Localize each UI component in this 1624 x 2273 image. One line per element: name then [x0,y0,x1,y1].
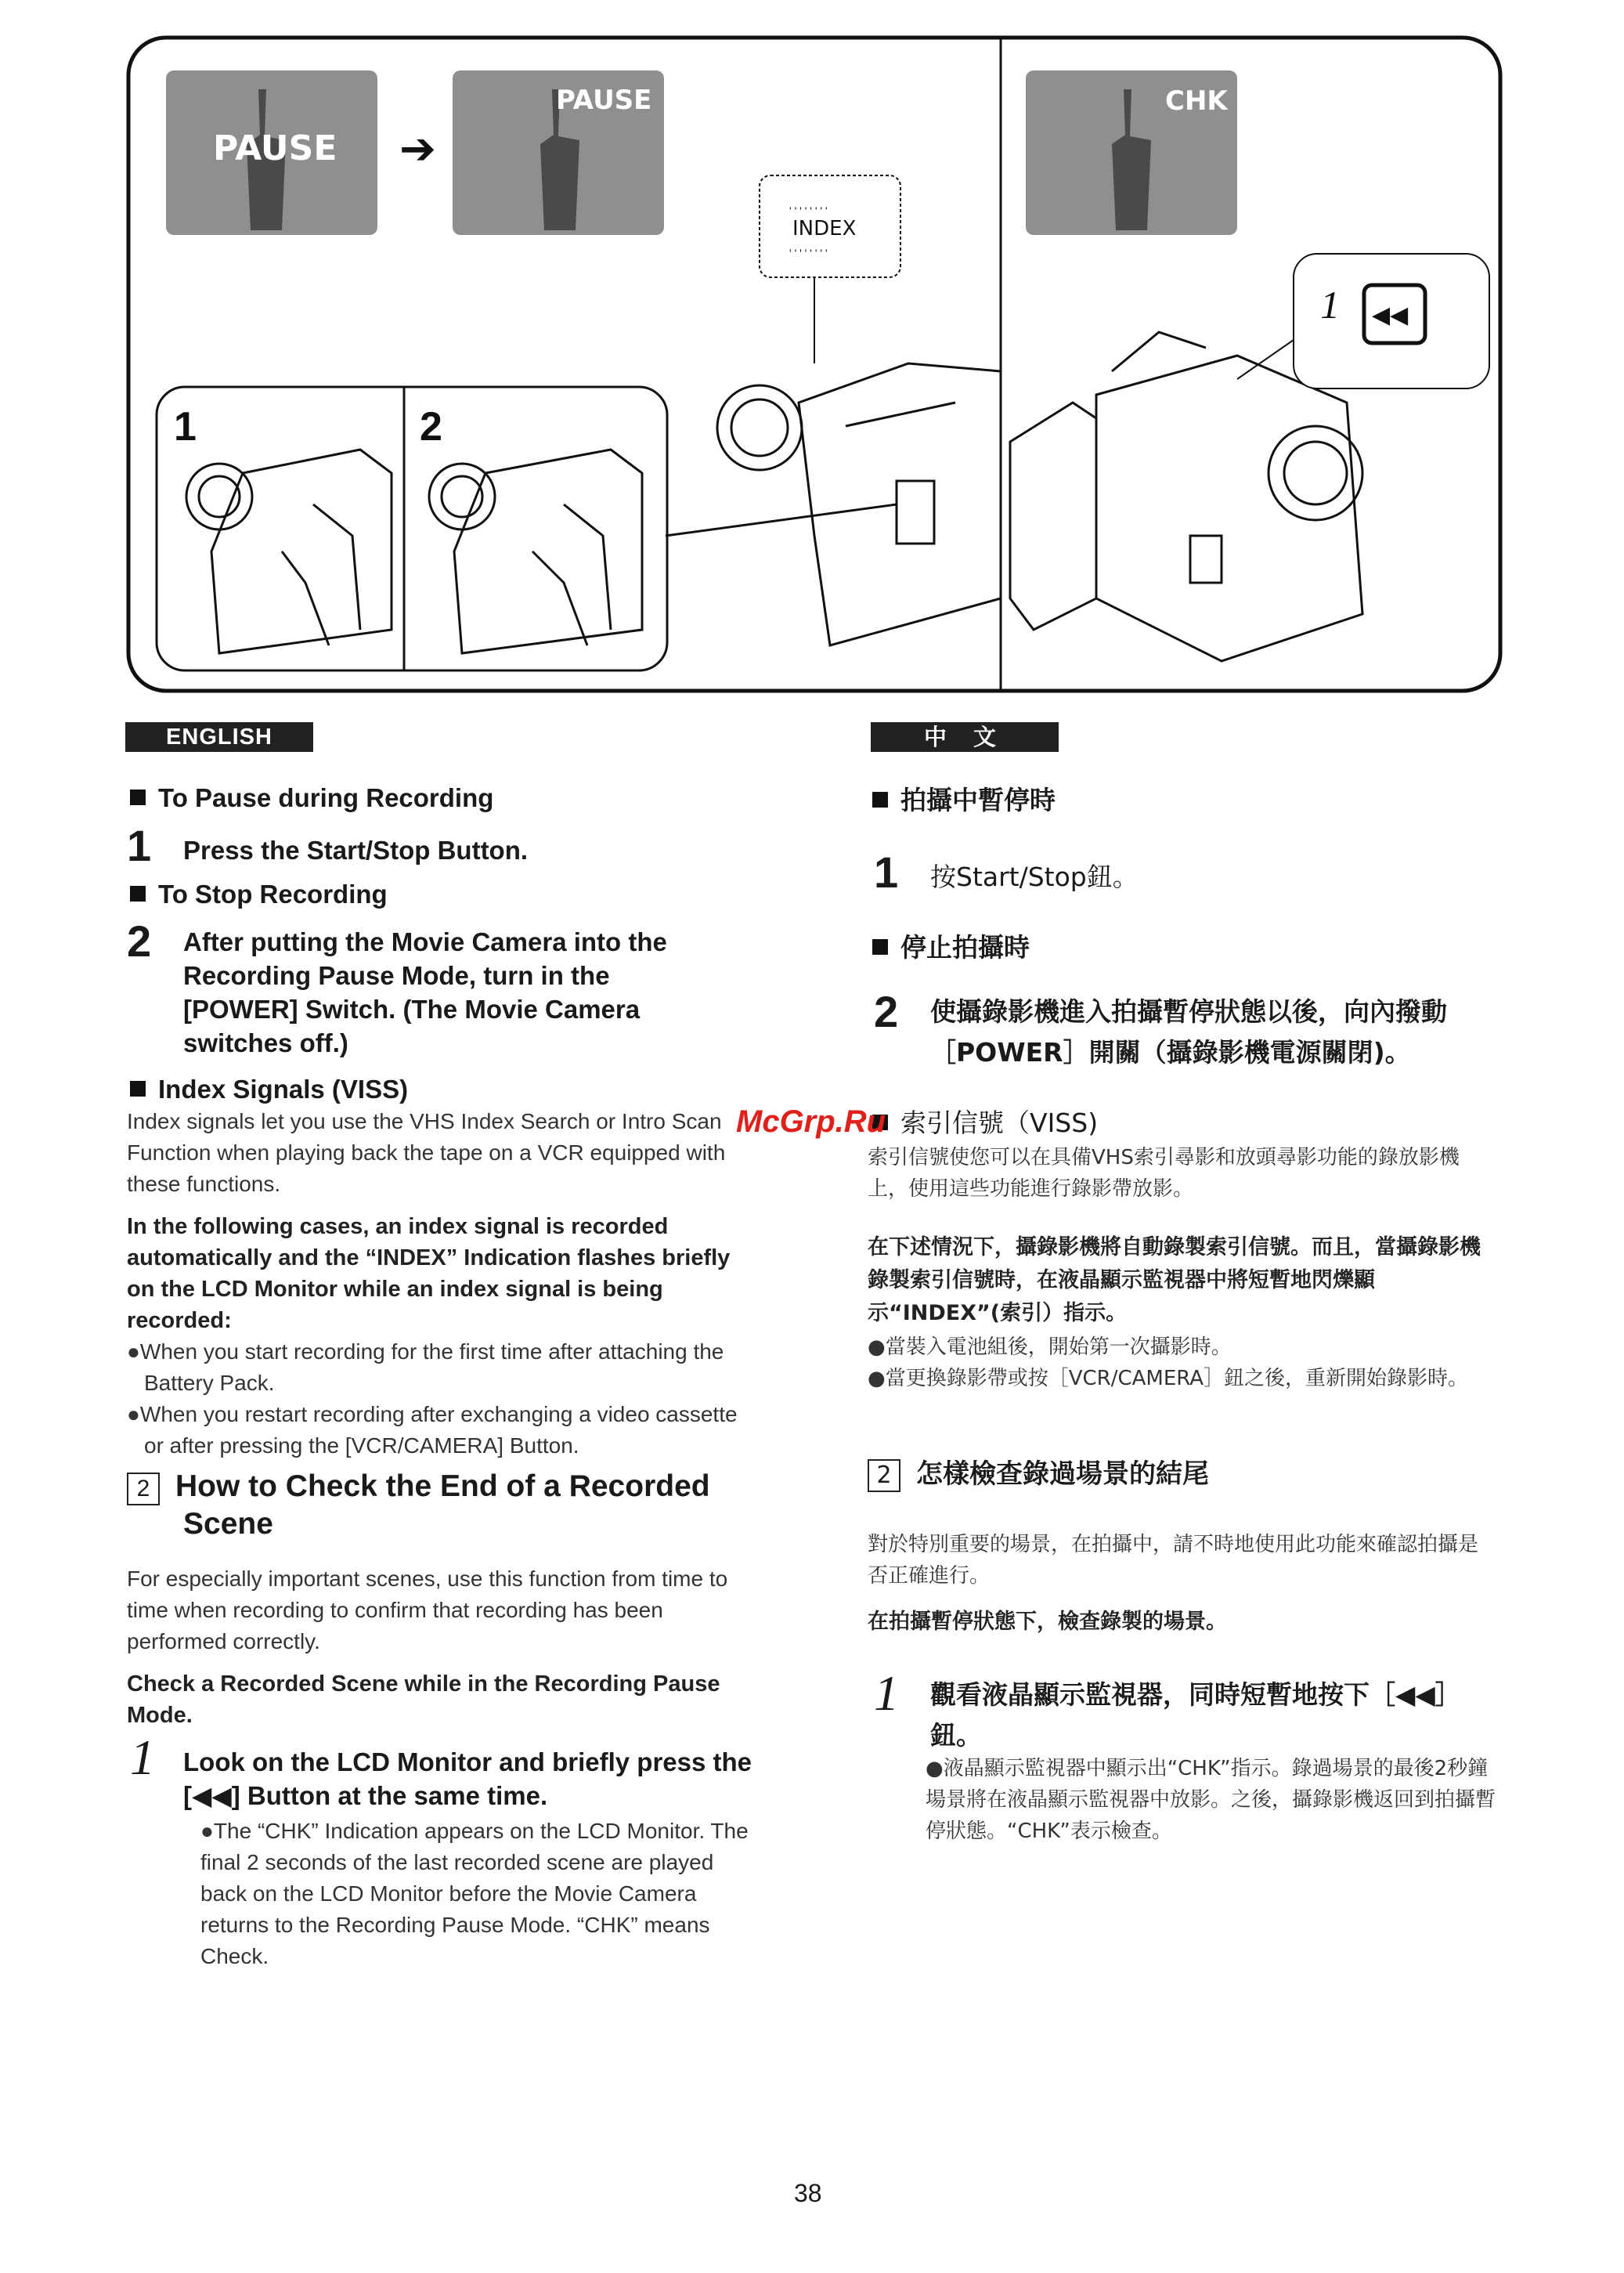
zh-step1-number: 1 [874,847,899,897]
site-watermark: McGrp.Ru [736,1104,886,1139]
arrow-icon: ➔ [399,124,436,173]
page-number: 38 [794,2179,822,2207]
look-step-instruction: Look on the LCD Monitor and briefly press the [◀◀] Button at the same time. [183,1747,752,1810]
look-step-number: 1 [130,1729,155,1785]
svg-text:' ' ' ' ' ' ' ': ' ' ' ' ' ' ' ' [789,204,828,217]
zh-check-instruction: 在拍攝暫停狀態下，檢查錄製的場景。 [868,1610,1227,1634]
step2-instruction: After putting the Movie Camera into the Recording Pause Mode, turn in the [POWER] Switch. (The Movie Camera switches off.) [183,927,667,1057]
zh-step1-instruction: 按Start/Stop鈕。 [930,862,1139,892]
zh-step2-instruction: 使攝錄影機進入拍攝暫停狀態以後，向內撥動［POWER］開關（攝錄影機電源關閉)。 [930,996,1447,1068]
step1-number: 1 [127,821,152,870]
step1-instruction: Press the Start/Stop Button. [183,836,529,865]
pause-screen-thumbnail-1 [166,70,377,235]
index-body: Index signals let you use the VHS Index Search or Intro Scan Function when playing back the tape on a VCR equipped with these functions. [127,1109,726,1196]
svg-text:PAUSE: PAUSE [556,85,652,116]
svg-text:PAUSE: PAUSE [213,128,337,168]
svg-text:1: 1 [1320,283,1340,327]
svg-text:1: 1 [174,404,197,450]
index-bullet-2: ●When you restart recording after exchanging a video cassette or after pressing the [VCR/CAMERA] Button. [127,1402,738,1458]
zh-index-bullet-1: ●當裝入電池組後，開始第一次攝影時。 [868,1335,1232,1359]
illustration-panel [125,34,1503,694]
svg-text:' ' ' ' ' ' ' ': ' ' ' ' ' ' ' ' [789,247,828,259]
index-heading: Index Signals (VISS) [130,1073,408,1106]
pause-screen-thumbnail-2 [453,70,664,235]
stop-heading: To Stop Recording [130,878,388,911]
check-section-body: For especially important scenes, use this function from time to time when recording to confirm that recording has been performed correctly. [127,1567,728,1653]
rewind-button-callout [1237,254,1489,388]
zh-stop-heading: 停止拍攝時 [872,931,1030,965]
zh-index-body: 索引信號使您可以在具備VHS索引尋影和放頭尋影功能的錄放影機上，使用這些功能進行錄影帶放影。 [868,1146,1460,1201]
index-bullet-1: ●When you start recording for the first time after attaching the Battery Pack. [127,1339,724,1395]
pause-heading: To Pause during Recording [130,782,493,815]
step-panels [157,387,667,670]
check-section-title: 2 How to Check the End of a Recorded Scene [127,1468,802,1543]
camcorder-illustration-left [666,363,1001,645]
zh-check-section-body: 對於特別重要的場景，在拍攝中，請不時地使用此功能來確認拍攝是否正確進行。 [868,1533,1479,1588]
zh-step2-number: 2 [874,987,899,1036]
look-step-bullet: ●The “CHK” Indication appears on the LCD Monitor. The final 2 seconds of the last recorded scene are played back on the LCD Monitor before the Movie Camera returns to the Recording Pause Mode. “CHK” means Check. [200,1819,749,1968]
index-cases: In the following cases, an index signal is recorded automatically and the “INDEX” Indication flashes briefly on the LCD Monitor while an index signal is being recorded: [127,1214,731,1333]
zh-index-bullet-2: ●當更換錄影帶或按［VCR/CAMERA］鈕之後，重新開始錄影時。 [868,1367,1469,1390]
zh-look-step-bullet: ●液晶顯示監視器中顯示出“CHK”指示。錄過場景的最後2秒鐘場景將在液晶顯示監視器中放影。之後，攝錄影機返回到拍攝暫停狀態。“CHK”表示檢查。 [926,1757,1496,1843]
zh-check-section-title: 2 怎樣檢查錄過場景的結尾 [868,1457,1209,1492]
svg-text:◀◀: ◀◀ [1372,302,1409,328]
svg-text:2: 2 [420,404,442,450]
step2-number: 2 [127,916,152,966]
zh-index-heading: 索引信號（VISS) [872,1106,1098,1140]
zh-look-step-instruction: 觀看液晶顯示監視器，同時短暫地按下［◀◀］鈕。 [930,1679,1461,1751]
index-indicator-callout [760,175,900,363]
index-label: INDEX [792,217,857,240]
zh-look-step-number: 1 [874,1665,899,1721]
english-language-bar: ENGLISH [125,722,313,752]
chinese-language-bar: 中 文 [871,722,1059,752]
chk-screen-thumbnail [1026,70,1237,235]
zh-pause-heading: 拍攝中暫停時 [872,783,1056,818]
check-instruction: Check a Recorded Scene while in the Recording Pause Mode. [127,1671,720,1728]
zh-index-cases: 在下述情況下，攝錄影機將自動錄製索引信號。而且，當攝錄影機錄製索引信號時，在液晶顯示監視器中將短暫地閃爍顯示“INDEX”(索引）指示。 [868,1235,1481,1325]
svg-text:CHK: CHK [1165,85,1228,117]
